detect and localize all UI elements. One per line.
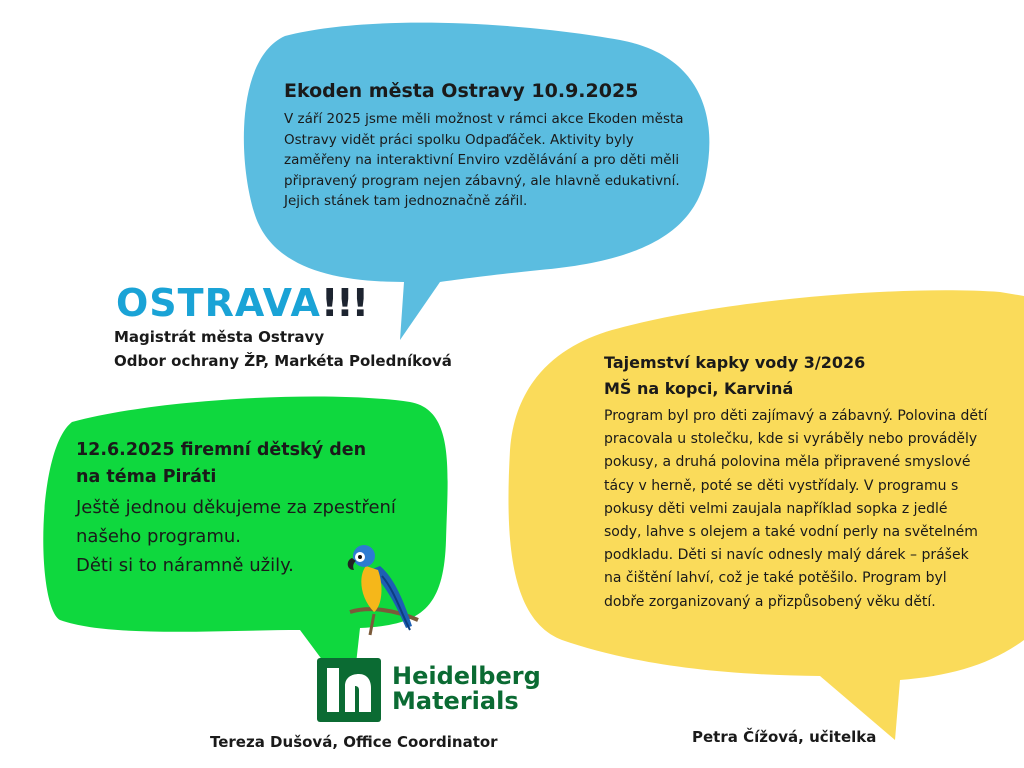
heidelberg-logo-icon [317, 658, 381, 722]
parrot-icon [340, 540, 424, 638]
green-card-title-line1: 12.6.2025 firemní dětský den [76, 440, 367, 460]
yellow-card-signature: Petra Čížová, učitelka [692, 728, 877, 746]
yellow-card-title [604, 350, 865, 402]
yellow-card-title-line2: MŠ na kopci, Karviná [604, 379, 794, 398]
blue-card-body: V září 2025 jsme měli možnost v rámci akce Ekoden města Ostravy vidět práci spolku Odpaďáček. Aktivity byly zaměřeny na interaktivní Enviro vzdělávání a pro děti měli připravený program nejen zábavný, ale hlavně edukativní. Jejich stánek tam jednoznačně zářil. [284, 111, 684, 210]
ostrava-logo [116, 281, 367, 325]
green-card-body-line1: Ještě jednou děkujeme za zpestření [76, 497, 396, 518]
green-card-body-line2: našeho programu. [76, 526, 241, 547]
blue-card-title: Ekoden města Ostravy 10.9.2025 [284, 80, 639, 102]
ostrava-logo-marks: !!! [320, 281, 367, 325]
ostrava-signature [114, 325, 452, 373]
heidelberg-logo-line1: Heidelberg [392, 662, 541, 690]
green-card-body-line3: Děti si to náramně užily. [76, 555, 294, 576]
heidelberg-logo-line2: Materials [392, 687, 519, 715]
ostrava-signature-line1: Magistrát města Ostravy [114, 328, 325, 346]
yellow-card-body: Program byl pro děti zajímavý a zábavný. Polovina dětí pracovala u stolečku, kde si vyráběly nebo prováděly pokusy, a druhá polovina měla připravené smyslové tácy v herně, poté se děti vystřídaly. V programu s pokusy děti velmi zaujala například sopka z jedlé sody, lahve s olejem a také vodní perly na světelném podkladu. Děti si navíc odnesly malý dárek – prášek na čištění lahví, což je také potěšilo. Program byl dobře zorganizovaný a přizpůsobený věku dětí. [604, 408, 988, 610]
yellow-card-title-line1: Tajemství kapky vody 3/2026 [604, 353, 866, 372]
heidelberg-logo-text [392, 664, 541, 714]
ostrava-signature-line2: Odbor ochrany ŽP, Markéta Poledníková [114, 352, 452, 370]
green-card-title-line2: na téma Piráti [76, 467, 217, 487]
ostrava-logo-text: OSTRAVA [116, 281, 321, 325]
green-card-signature: Tereza Dušová, Office Coordinator [210, 733, 498, 751]
green-card-title [76, 437, 366, 491]
